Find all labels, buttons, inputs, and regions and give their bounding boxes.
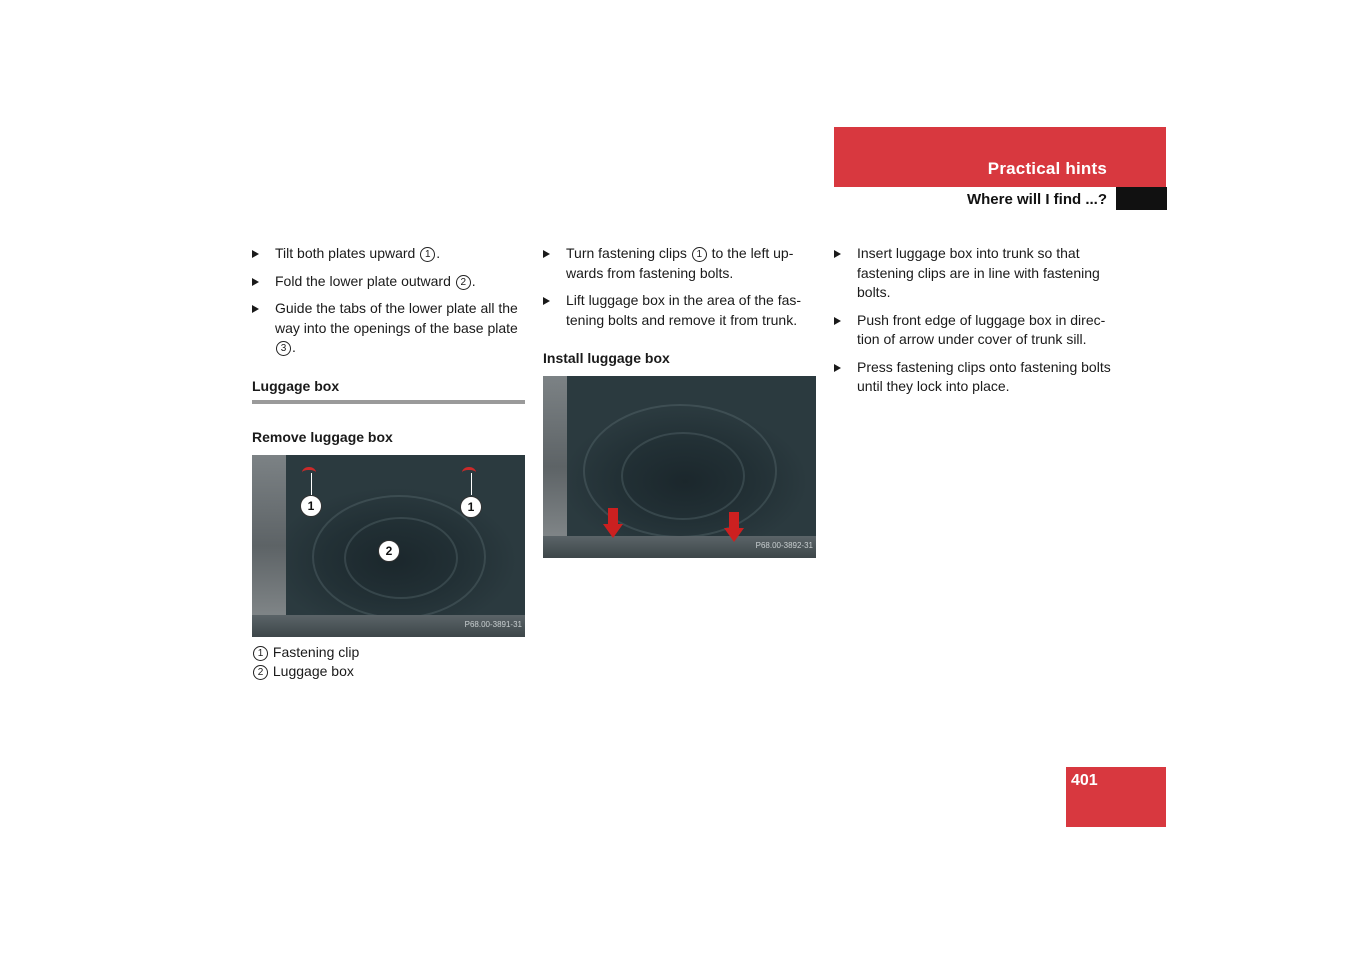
- remove-luggage-box-photo: [252, 455, 525, 637]
- step-text-end: .: [292, 339, 296, 355]
- step-item: [543, 291, 816, 330]
- legend-item: [252, 662, 525, 682]
- page-number: 401: [1071, 772, 1098, 789]
- number-circle: 1: [420, 247, 435, 262]
- step-text-end: to the left up-wards from fastening bolts.: [566, 245, 794, 281]
- header-black-tab: [1116, 187, 1167, 210]
- install-heading: Install luggage box: [543, 350, 670, 366]
- triangle-bullet-icon: [834, 250, 841, 258]
- luggage-well-inner: [344, 517, 458, 599]
- trunk-side-panel: [252, 455, 286, 637]
- callout-leader: [471, 473, 472, 495]
- number-circle: 3: [276, 341, 291, 356]
- legend-text: Luggage box: [272, 663, 354, 679]
- figure-legend: [252, 643, 525, 682]
- callout-1: 1: [300, 495, 322, 517]
- step-text: Lift luggage box in the area of the fas-tening bolts and remove it from trunk.: [566, 292, 802, 328]
- column-2: [543, 244, 816, 558]
- step-text: Press fastening clips onto fastening bolts until they lock into place.: [857, 358, 1111, 394]
- number-circle: 2: [456, 275, 471, 290]
- step-item: [252, 299, 525, 358]
- callout-2: 2: [378, 540, 400, 562]
- column-1: [252, 244, 525, 682]
- legend-item: [252, 643, 525, 663]
- column-3: [834, 244, 1112, 405]
- callout-1: 1: [460, 496, 482, 518]
- step-text: Tilt both plates upward: [275, 245, 420, 261]
- triangle-bullet-icon: [252, 305, 259, 313]
- trunk-side-panel: [543, 376, 567, 558]
- step-item: [252, 244, 525, 264]
- step-item: [834, 311, 1112, 350]
- step-item: [834, 244, 1112, 303]
- step-item: [834, 358, 1112, 397]
- remove-heading: Remove luggage box: [252, 429, 393, 445]
- step-text: Fold the lower plate outward: [275, 272, 455, 289]
- triangle-bullet-icon: [252, 250, 259, 258]
- triangle-bullet-icon: [252, 278, 259, 286]
- section-title: Practical hints: [987, 159, 1107, 178]
- triangle-bullet-icon: [543, 297, 550, 305]
- figure-code: P68.00-3892-31: [755, 541, 813, 550]
- rotate-arrow-icon: [302, 467, 316, 478]
- section-heading: Luggage box: [252, 377, 340, 394]
- triangle-bullet-icon: [543, 250, 550, 258]
- step-text: Guide the tabs of the lower plate all the way into the openings of the base plate: [275, 300, 518, 336]
- callout-leader: [311, 473, 312, 495]
- install-luggage-box-photo: [543, 376, 816, 558]
- subsection-title: Where will I find ...?: [966, 191, 1107, 208]
- step-text: Push front edge of luggage box in direc-tion of arrow under cover of trunk sill.: [857, 311, 1106, 347]
- figure-code: P68.00-3891-31: [464, 620, 522, 629]
- triangle-bullet-icon: [834, 317, 841, 325]
- number-circle: 2: [253, 665, 268, 680]
- step-text-end: .: [436, 245, 441, 261]
- number-circle: 1: [692, 247, 707, 262]
- step-item: [543, 244, 816, 283]
- step-text: Insert luggage box into trunk so that fastening clips are in line with fastening bolts.: [857, 245, 1100, 300]
- triangle-bullet-icon: [834, 364, 841, 372]
- luggage-well-inner: [621, 432, 745, 520]
- down-arrow-icon: [603, 508, 623, 540]
- step-text: Turn fastening clips: [566, 245, 691, 261]
- number-circle: 1: [253, 646, 268, 661]
- legend-text: Fastening clip: [272, 643, 360, 660]
- rotate-arrow-icon: [462, 467, 476, 478]
- step-item: [252, 272, 525, 292]
- section-divider: [252, 400, 525, 404]
- step-text-end: .: [471, 272, 476, 289]
- down-arrow-icon: [724, 512, 744, 544]
